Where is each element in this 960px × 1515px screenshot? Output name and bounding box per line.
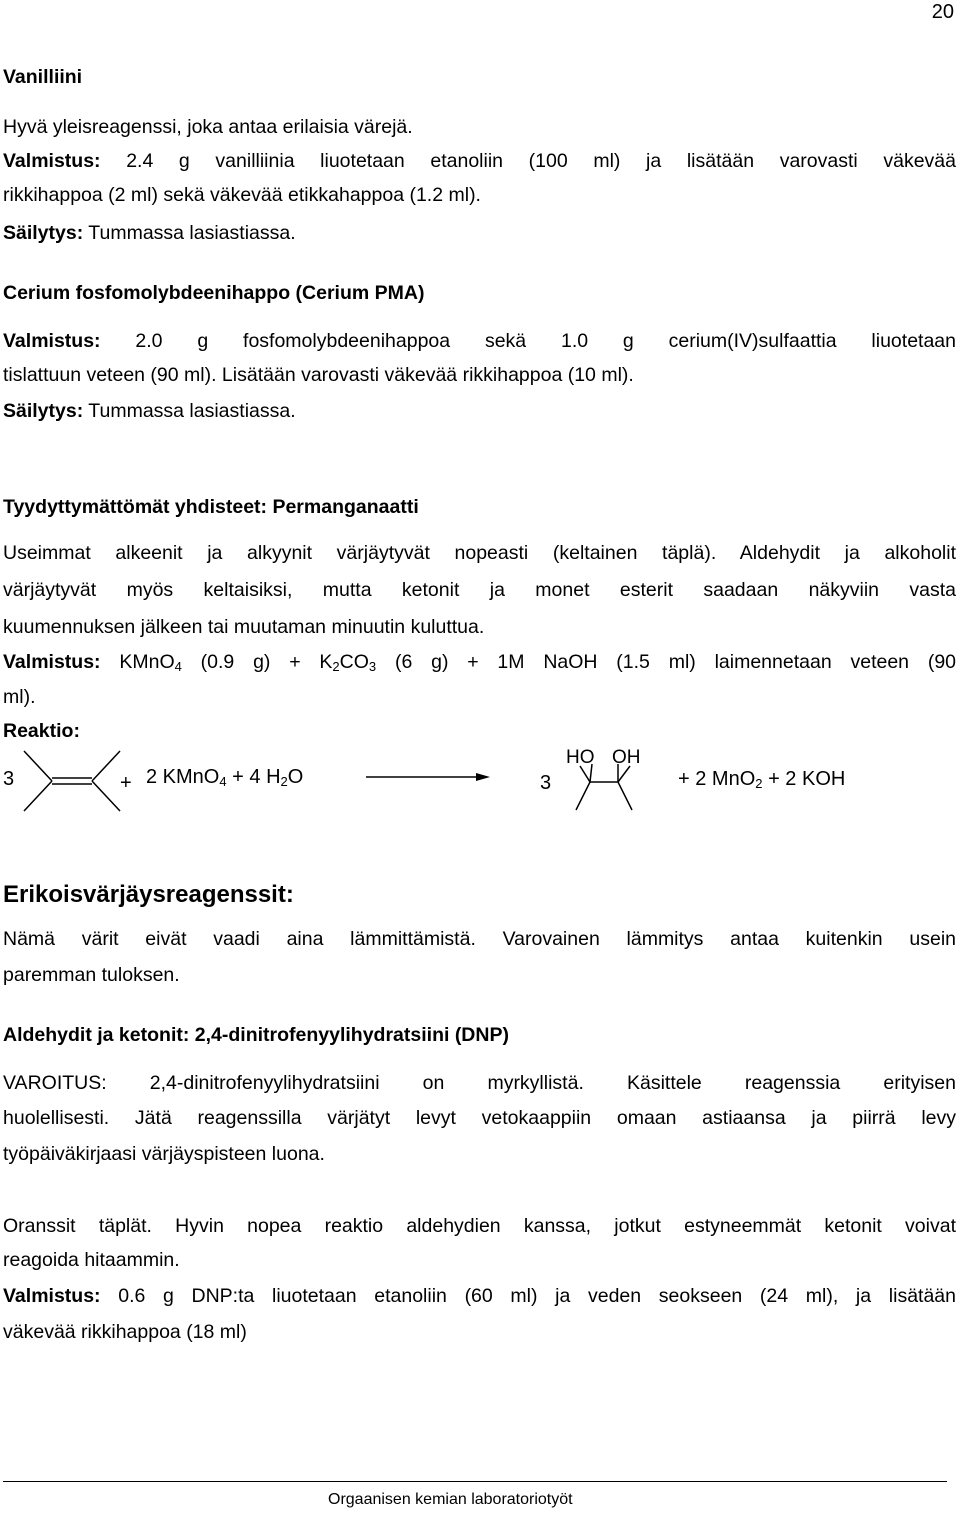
permanganate-prep-line-2: ml).: [3, 686, 36, 708]
prep-formula: KMnO$_4$ (0.9 $g) + K_2CO_3$ (6 g) + 1M NaOH (1.5 ml) laimennetaan veteen (90: [119, 651, 957, 674]
page-number: 20: [931, 1, 954, 23]
footer-text: Orgaanisen kemian laboratoriotyöt: [328, 1491, 573, 1508]
prep-text: 2.4 g vanilliinia liuotetaan etanoliin (100 ml) ja lisätään varovasti väkevää: [126, 150, 956, 172]
dnp-description-line-1: Oranssit täplät. Hyvin nopea reaktio aldehydien kanssa, jotkut estyneemmät ketonit voivat: [3, 1215, 956, 1237]
dnp-prep-line-1: [3, 1279, 956, 1313]
dnp-warning-line-1: VAROITUS: 2,4-dinitrofenyylihydratsiini on myrkyllistä. Käsittele reagenssia erityisen: [3, 1072, 956, 1094]
reaction-arrow: [366, 770, 490, 784]
cerium-title: Cerium fosfomolybdeenihappo (Cerium PMA): [3, 282, 425, 304]
dnp-description-line-2: reagoida hitaammin.: [3, 1249, 180, 1271]
dnp-title: Aldehydit ja ketonit: 2,4-dinitrofenyylihydratsiini (DNP): [3, 1024, 509, 1046]
dnp-prep-line-2: väkevää rikkihappoa (18 ml): [3, 1321, 247, 1343]
prep-text: 2.0 g fosfomolybdeenihappoa sekä 1.0 g cerium(IV)sulfaattia liuotetaan: [135, 330, 956, 352]
permanganate-text-line-3: kuumennuksen jälkeen tai muutaman minuutin kuluttua.: [3, 616, 485, 638]
cerium-storage: [3, 394, 956, 428]
diol-structure: [570, 762, 640, 822]
prep-label: Valmistus:: [3, 150, 101, 172]
reaction-scheme: [0, 740, 960, 840]
special-text-line-2: paremman tuloksen.: [3, 964, 180, 986]
vanilliini-description: Hyvä yleisreagenssi, joka antaa erilaisia värejä.: [3, 116, 413, 138]
storage-text: Tummassa lasiastiassa.: [88, 400, 296, 422]
products: + 2 MnO$_2$ + 2 KOH: [678, 768, 846, 791]
dnp-warning-line-2: huolellisesti. Jätä reagenssilla värjätyt levyt vetokaappiin omaan astiaansa ja piirrä levy: [3, 1107, 956, 1129]
ho-label: HO: [566, 747, 595, 768]
reaction-label: Reaktio:: [3, 720, 80, 742]
prep-label: Valmistus:: [3, 330, 101, 352]
storage-label: Säilytys:: [3, 222, 84, 244]
permanganate-prep-line-1: [3, 645, 956, 679]
vanilliini-storage: [3, 216, 956, 250]
footer-rule: [3, 1481, 947, 1482]
cerium-prep-line-1: [3, 324, 956, 358]
permanganate-title: Tyydyttymättömät yhdisteet: Permanganaatti: [3, 496, 419, 518]
oh-label: OH: [612, 747, 641, 768]
plus-sign: +: [120, 772, 132, 794]
reagents: 2 KMnO$_4$ + 4 $H_2O$: [146, 766, 304, 789]
storage-label: Säilytys:: [3, 400, 84, 422]
storage-text: Tummassa lasiastiassa.: [88, 222, 296, 244]
special-text-line-1: Nämä värit eivät vaadi aina lämmittämistä. Varovainen lämmitys antaa kuitenkin usein: [3, 928, 956, 950]
right-coefficient: 3: [540, 772, 552, 794]
left-coefficient: 3: [3, 768, 15, 790]
alkene-structure: [22, 746, 122, 826]
prep-text: 0.6 g DNP:ta liuotetaan etanoliin (60 ml) ja veden seokseen (24 ml), ja lisätään: [118, 1285, 956, 1307]
special-reagents-heading: Erikoisvärjäysreagenssit:: [3, 881, 294, 908]
vanilliini-prep-line-2: rikkihappoa (2 ml) sekä väkevää etikkahappoa (1.2 ml).: [3, 184, 481, 206]
cerium-prep-line-2: tislattuun veteen (90 ml). Lisätään varovasti väkevää rikkihappoa (10 ml).: [3, 364, 634, 386]
permanganate-text-line-1: Useimmat alkeenit ja alkyynit värjäytyvät nopeasti (keltainen täplä). Aldehydit ja alkoholit: [3, 542, 956, 564]
dnp-warning-line-3: työpäiväkirjaasi värjäyspisteen luona.: [3, 1143, 325, 1165]
permanganate-text-line-2: värjäytyvät myös keltaisiksi, mutta ketonit ja monet esterit saadaan näkyviin vasta: [3, 579, 956, 601]
vanilliini-prep-line-1: [3, 144, 956, 178]
prep-label: Valmistus:: [3, 651, 101, 673]
vanilliini-title: Vanilliini: [3, 66, 83, 88]
prep-label: Valmistus:: [3, 1285, 101, 1307]
